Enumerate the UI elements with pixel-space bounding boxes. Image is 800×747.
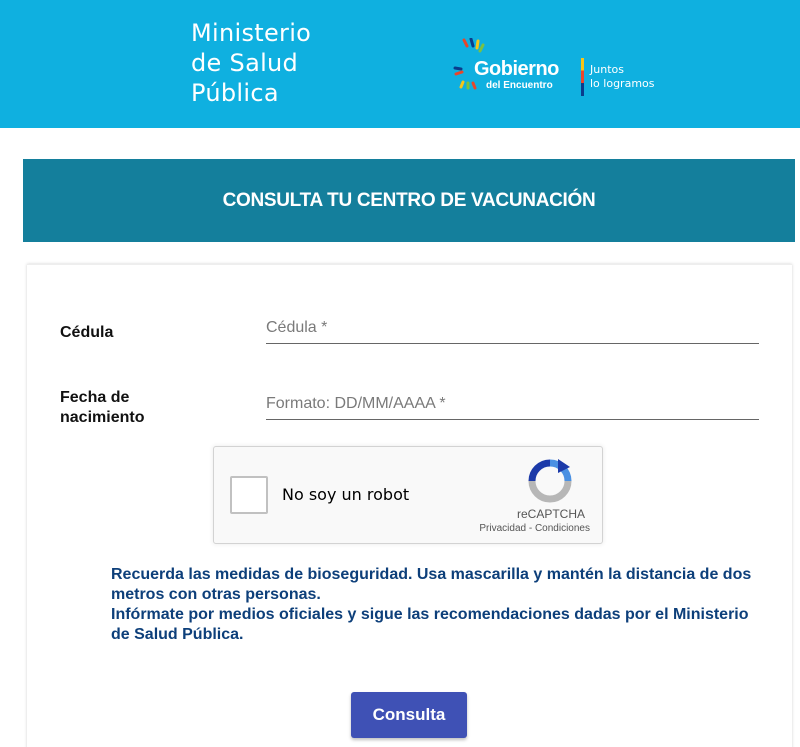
gobierno-title: Gobierno [474,58,559,80]
slogan-line-2: lo logramos [590,77,655,90]
page-title: CONSULTA TU CENTRO DE VACUNACIÓN [222,189,596,211]
ministry-line-2: de Salud [191,49,299,77]
recaptcha-links[interactable]: Privacidad - Condiciones [479,523,590,534]
gobierno-logo [452,38,682,98]
gobierno-divider [581,58,584,96]
gobierno-slogan [590,63,655,91]
cedula-input[interactable] [266,312,759,344]
fecha-nacimiento-input[interactable] [266,388,759,420]
ministry-logo-text[interactable] [191,18,311,108]
page-title-banner [23,159,795,242]
gobierno-subtitle: del Encuentro [486,80,553,91]
bioseguridad-notice [111,565,761,645]
recaptcha-label: No soy un robot [282,485,410,504]
slogan-line-1: Juntos [590,63,624,76]
fecha-label-line-2: nacimiento [60,409,145,426]
recaptcha-brand: reCAPTCHA [516,507,585,521]
recaptcha-checkbox[interactable] [230,476,268,514]
top-header [0,0,800,128]
ministry-line-1: Ministerio [191,19,312,47]
recaptcha-icon [528,459,572,503]
ministry-line-3: Pública [191,79,279,107]
fecha-label-line-1: Fecha de [60,389,130,406]
notice-line-2: Infórmate por medios oficiales y sigue las recomendaciones dadas por el Ministerio de Salud Pública. [111,606,749,643]
notice-line-1: Recuerda las medidas de bioseguridad. Usa mascarilla y mantén la distancia de dos metros con otras personas. [111,566,752,603]
fecha-nacimiento-label [60,388,144,428]
cedula-label: Cédula [60,324,114,341]
consulta-button[interactable]: Consulta [351,692,467,738]
recaptcha-widget [213,446,603,544]
